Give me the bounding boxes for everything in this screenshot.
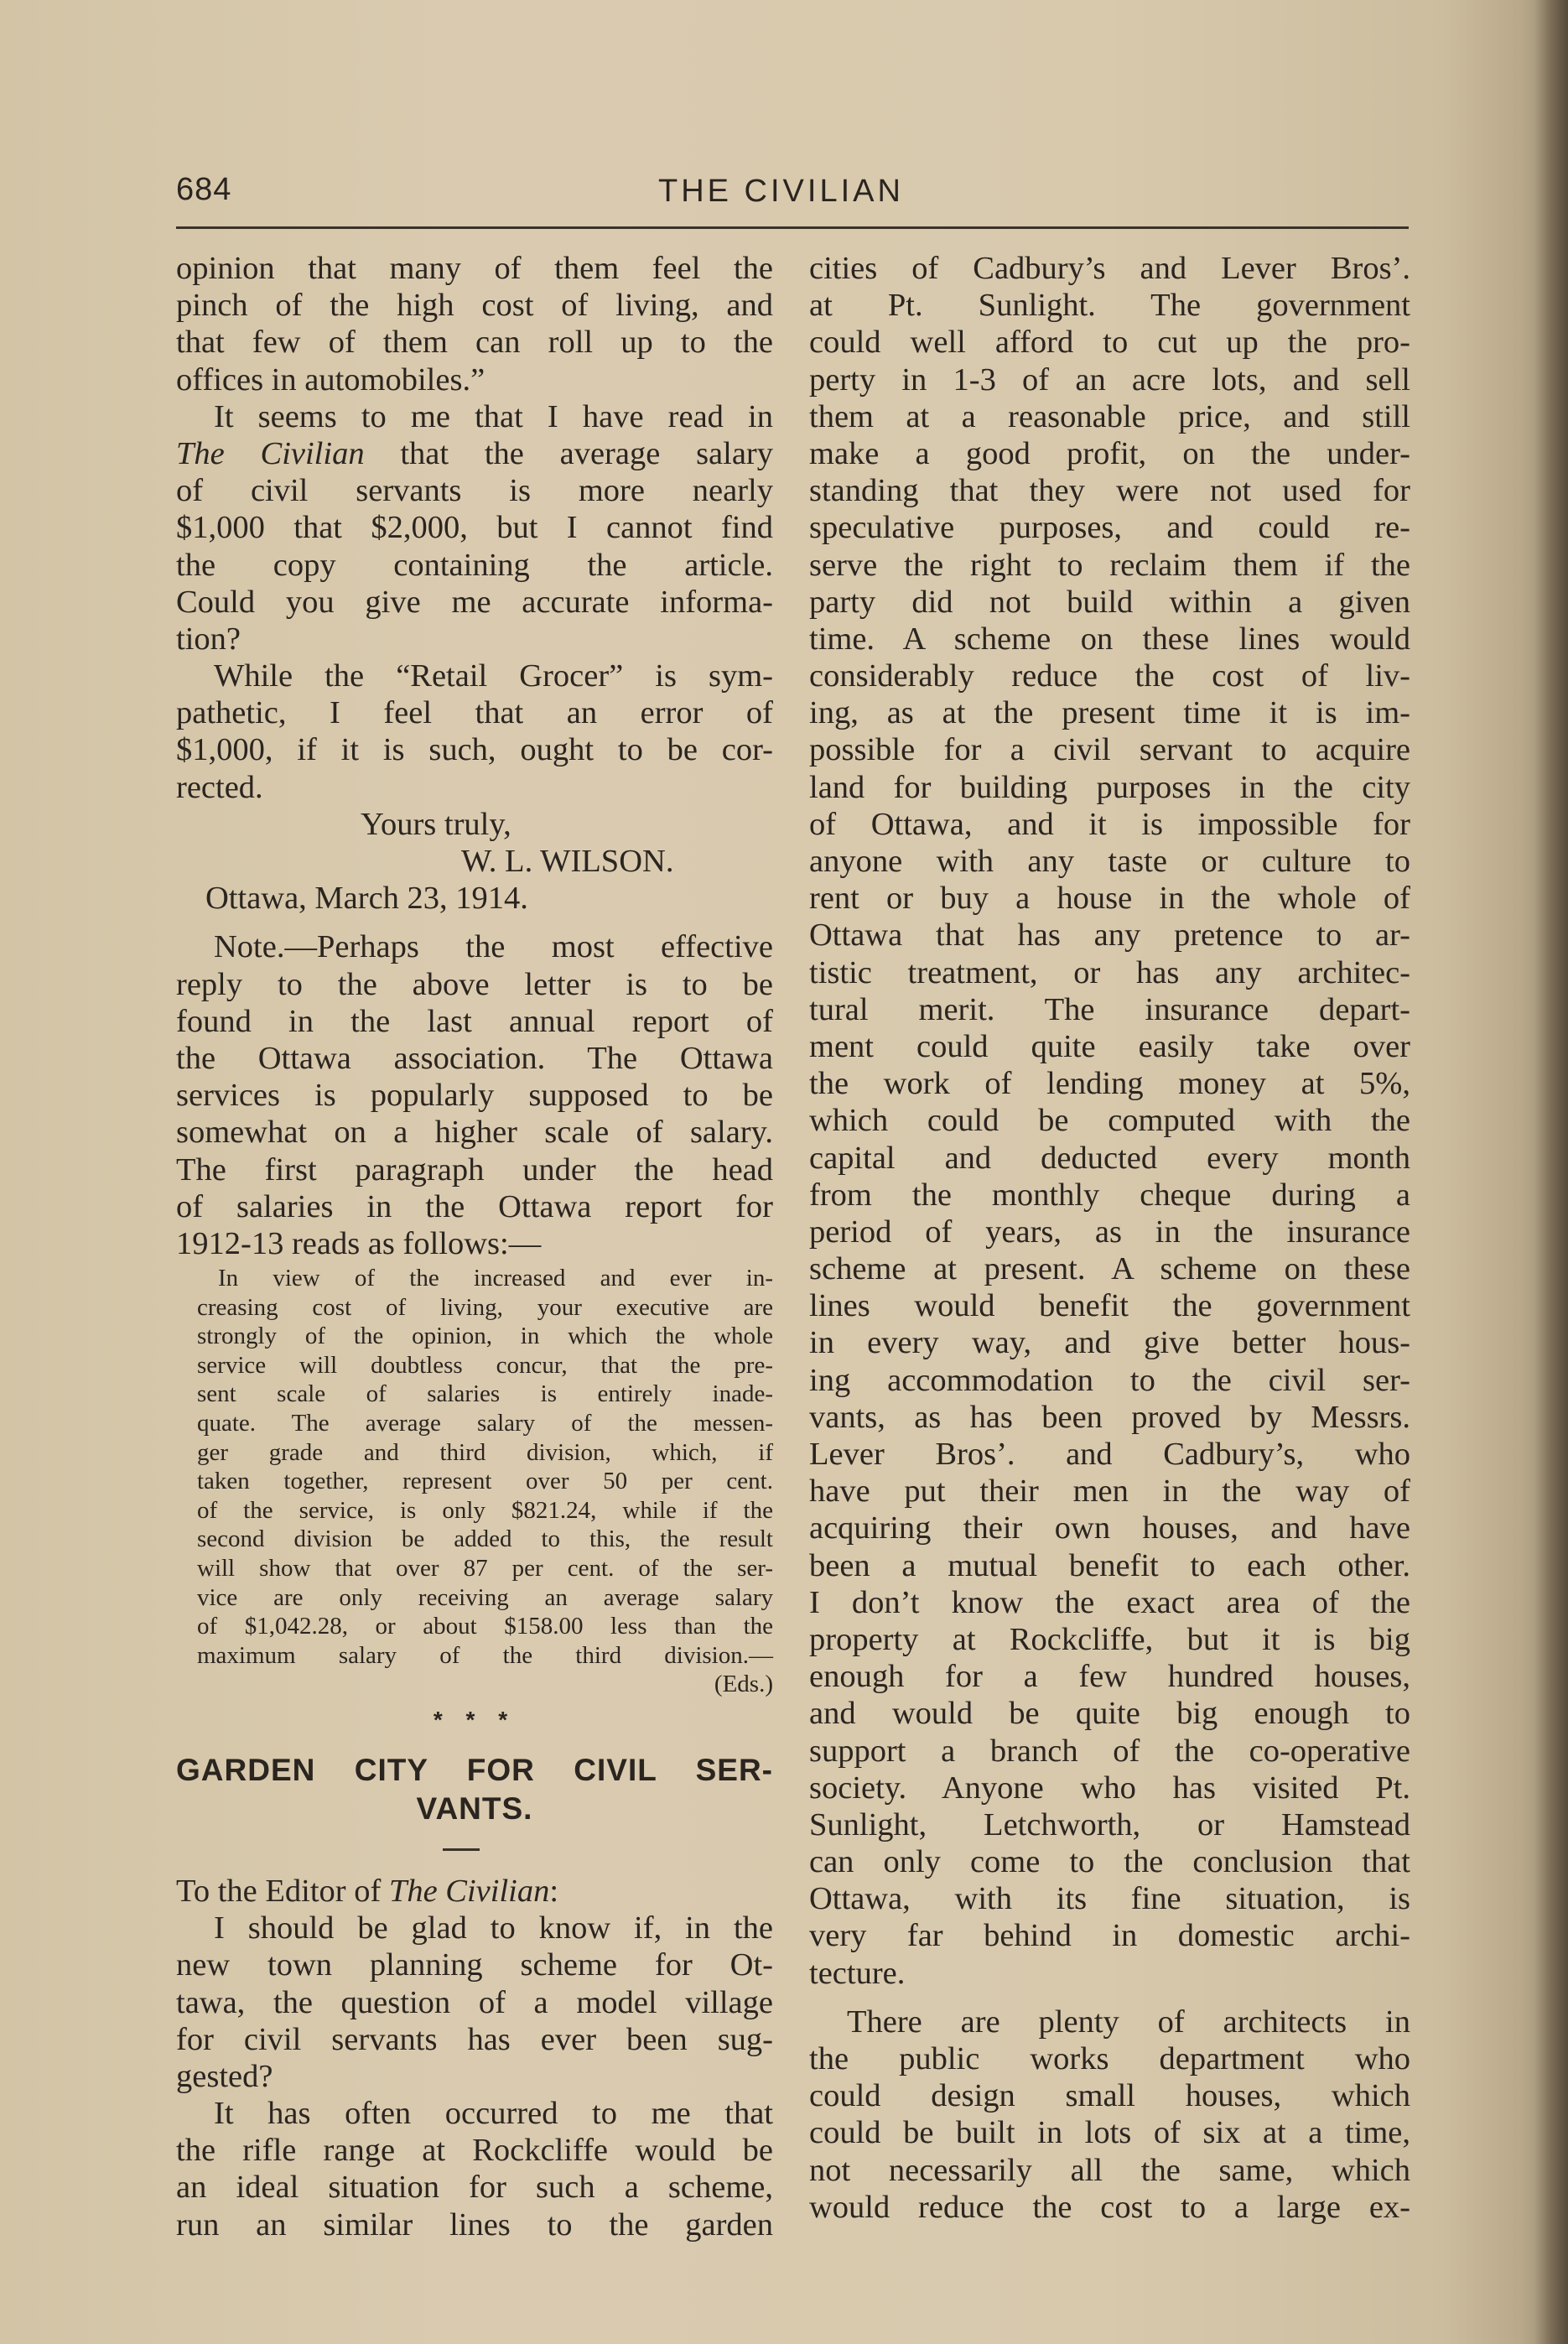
text-line: not necessarily all the same, which	[809, 2152, 1410, 2188]
text-line: $1,000, if it is such, ought to be cor-	[176, 732, 773, 768]
page-number: 684	[176, 172, 232, 207]
text-line: have put their men in the way of	[809, 1473, 1410, 1510]
text-line: at Pt. Sunlight. The government	[809, 288, 1410, 324]
letter-paragraph-2	[176, 398, 773, 657]
text-line: would reduce the cost to a large ex-	[809, 2189, 1410, 2225]
text-line: While the “Retail Grocer” is sym-	[214, 658, 773, 694]
text-line: very far behind in domestic archi-	[809, 1918, 1410, 1954]
quote-line: sent scale of salaries is entirely inade-	[197, 1380, 773, 1408]
text-line: tistic treatment, or has any architec-	[809, 954, 1410, 990]
block-quote	[176, 1264, 773, 1699]
text-line: $1,000 that $2,000, but I cannot find	[176, 510, 773, 546]
salutation-suffix: :	[549, 1873, 559, 1909]
text-line: It has often occurred to me that	[214, 2096, 773, 2132]
text-line: anyone with any taste or culture to	[809, 844, 1410, 879]
text-line: Sunlight, Letchworth, or Hamstead	[809, 1806, 1410, 1842]
text-line: that few of them can roll up to the	[176, 325, 773, 361]
text-line: of civil servants is more nearly	[176, 473, 773, 509]
text-line: could well afford to cut up the pro-	[809, 325, 1410, 361]
quote-line: creasing cost of living, your executive are	[197, 1293, 773, 1321]
text-line: gested?	[176, 2058, 273, 2094]
text-span: that the average salary	[400, 435, 773, 471]
text-line: perty in 1-3 of an acre lots, and sell	[809, 361, 1410, 398]
text-line: rent or buy a house in the whole of	[809, 881, 1410, 917]
editors-note	[176, 928, 773, 1262]
text-line: capital and deducted every month	[809, 1140, 1410, 1176]
text-line: standing that they were not used for	[809, 473, 1410, 509]
text-line: tion?	[176, 621, 241, 657]
text-line: reply to the above letter is to be	[176, 966, 773, 1002]
text-line: them at a reasonable price, and still	[809, 398, 1410, 434]
text-line: lines would benefit the government	[809, 1288, 1410, 1324]
text-line: which could be computed with the	[809, 1103, 1410, 1139]
text-line: opinion that many of them feel the	[176, 251, 773, 286]
quote-attribution: (Eds.)	[714, 1671, 773, 1698]
text-line: the copy containing the article.	[176, 547, 773, 583]
headline-rule	[443, 1848, 480, 1851]
text-line: scheme at present. A scheme on these	[809, 1251, 1410, 1287]
text-line: enough for a few hundred houses,	[809, 1659, 1410, 1695]
text-line: property at Rockcliffe, but it is big	[809, 1621, 1410, 1657]
text-line: society. Anyone who has visited Pt.	[809, 1770, 1410, 1806]
headline-line: GARDEN CITY FOR CIVIL SER-	[176, 1752, 773, 1787]
text-line: the rifle range at Rockcliffe would be	[176, 2133, 773, 2169]
article-headline	[176, 1751, 773, 1828]
section-divider-stars: * * *	[433, 1706, 517, 1733]
text-line: of Ottawa, and it is impossible for	[809, 806, 1410, 842]
text-line: tawa, the question of a model village	[176, 1984, 773, 2020]
text-line: The first paragraph under the head	[176, 1151, 773, 1188]
text-line: of salaries in the Ottawa report for	[176, 1188, 773, 1224]
text-line: support a branch of the co-operative	[809, 1733, 1410, 1769]
header-rule	[176, 226, 1409, 229]
text-line: period of years, as in the insurance	[809, 1214, 1410, 1250]
quote-line: strongly of the opinion, in which the whole	[197, 1323, 773, 1350]
article-paragraph-3	[809, 250, 1410, 1992]
text-line: ment could quite easily take over	[809, 1028, 1410, 1064]
text-line: I should be glad to know if, in the	[214, 1910, 773, 1946]
article-paragraph-4	[809, 2004, 1410, 2226]
right-column	[809, 250, 1410, 2226]
quote-line: maximum salary of the third division.—	[197, 1641, 773, 1669]
text-line: possible for a civil servant to acquire	[809, 732, 1410, 768]
quote-line: will show that over 87 per cent. of the ser-	[197, 1555, 773, 1582]
text-line: somewhat on a higher scale of salary.	[176, 1115, 773, 1151]
text-line: pathetic, I feel that an error of	[176, 695, 773, 731]
quote-line: ger grade and third division, which, if	[197, 1438, 773, 1466]
signature-closing: Yours truly,	[361, 806, 511, 842]
text-line: Ottawa that has any pretence to ar-	[809, 917, 1410, 954]
text-line-with-italic	[176, 435, 773, 472]
italic-title: The Civilian	[388, 1873, 550, 1909]
text-line: ing accommodation to the civil ser-	[809, 1362, 1410, 1398]
text-line: run an similar lines to the garden	[176, 2206, 773, 2243]
text-line: It seems to me that I have read in	[214, 398, 773, 434]
text-line: land for building purposes in the city	[809, 769, 1410, 805]
quote-line: quate. The average salary of the messen-	[197, 1410, 773, 1437]
text-line: can only come to the conclusion that	[809, 1844, 1410, 1880]
text-line: the public works department who	[809, 2041, 1410, 2076]
quote-line: second division be added to this, the result	[197, 1525, 773, 1553]
dateline: Ottawa, March 23, 1914.	[205, 881, 528, 917]
text-line: could be built in lots of six at a time,	[809, 2115, 1410, 2151]
text-line: 1912-13 reads as follows:—	[176, 1225, 542, 1261]
text-line: I don’t know the exact area of the	[809, 1584, 1410, 1620]
quote-line: of the service, is only $821.24, while if the	[197, 1496, 773, 1524]
text-line: tural merit. The insurance depart-	[809, 991, 1410, 1027]
salutation-prefix: To the Editor of	[176, 1873, 382, 1909]
text-line: new town planning scheme for Ot-	[176, 1947, 773, 1983]
text-line: considerably reduce the cost of liv-	[809, 658, 1410, 694]
quote-line: taken together, represent over 50 per cent.	[197, 1468, 773, 1495]
running-title: THE CIVILIAN	[658, 174, 904, 209]
text-line: in every way, and give better hous-	[809, 1325, 1410, 1361]
text-line: time. A scheme on these lines would	[809, 621, 1410, 657]
text-line: pinch of the high cost of living, and	[176, 288, 773, 324]
text-line: Could you give me accurate informa-	[176, 584, 773, 620]
article-paragraph-1	[176, 1910, 773, 2095]
letter-paragraph-1	[176, 250, 773, 398]
text-line: party did not build within a given	[809, 584, 1410, 620]
text-line: could design small houses, which	[809, 2078, 1410, 2114]
quote-line: service will doubtless concur, that the pre-	[197, 1351, 773, 1379]
quote-line: of $1,042.28, or about $158.00 less than the	[197, 1613, 773, 1640]
text-line: acquiring their own houses, and have	[809, 1510, 1410, 1546]
text-line: for civil servants has ever been sug-	[176, 2021, 773, 2057]
text-line: tecture.	[809, 1955, 906, 1991]
left-column	[176, 250, 773, 2243]
text-line: rected.	[176, 769, 263, 805]
text-line: services is popularly supposed to be	[176, 1078, 773, 1114]
letter-paragraph-3	[176, 657, 773, 806]
page-header	[176, 172, 1409, 222]
italic-title: The Civilian	[176, 435, 365, 471]
text-line: There are plenty of architects in	[847, 2004, 1410, 2040]
text-line: and would be quite big enough to	[809, 1696, 1410, 1732]
text-line: Ottawa, with its fine situation, is	[809, 1881, 1410, 1917]
text-line: Lever Bros’. and Cadbury’s, who	[809, 1437, 1410, 1472]
text-line: the Ottawa association. The Ottawa	[176, 1040, 773, 1076]
signature-name: W. L. WILSON.	[461, 844, 674, 879]
text-line: speculative purposes, and could re-	[809, 510, 1410, 546]
text-line: found in the last annual report of	[176, 1003, 773, 1039]
text-line: offices in automobiles.”	[176, 361, 485, 398]
quote-line: vice are only receiving an average salary	[197, 1583, 773, 1611]
text-line: ing, as at the present time it is im-	[809, 695, 1410, 731]
text-line: from the monthly cheque during a	[809, 1177, 1410, 1213]
text-line: serve the right to reclaim them if the	[809, 547, 1410, 583]
text-line: been a mutual benefit to each other.	[809, 1547, 1410, 1583]
headline-line: VANTS.	[416, 1790, 533, 1826]
text-line: the work of lending money at 5%,	[809, 1066, 1410, 1102]
quote-line: In view of the increased and ever in-	[218, 1265, 773, 1292]
text-line: cities of Cadbury’s and Lever Bros’.	[809, 251, 1410, 286]
text-line: Note.—Perhaps the most effective	[214, 929, 773, 965]
salutation	[176, 1873, 773, 1910]
text-line: an ideal situation for such a scheme,	[176, 2170, 773, 2206]
text-line: make a good profit, on the under-	[809, 435, 1410, 471]
page-edge-shadow	[1534, 0, 1568, 2344]
article-paragraph-2	[176, 2095, 773, 2243]
text-line: vants, as has been proved by Messrs.	[809, 1399, 1410, 1435]
